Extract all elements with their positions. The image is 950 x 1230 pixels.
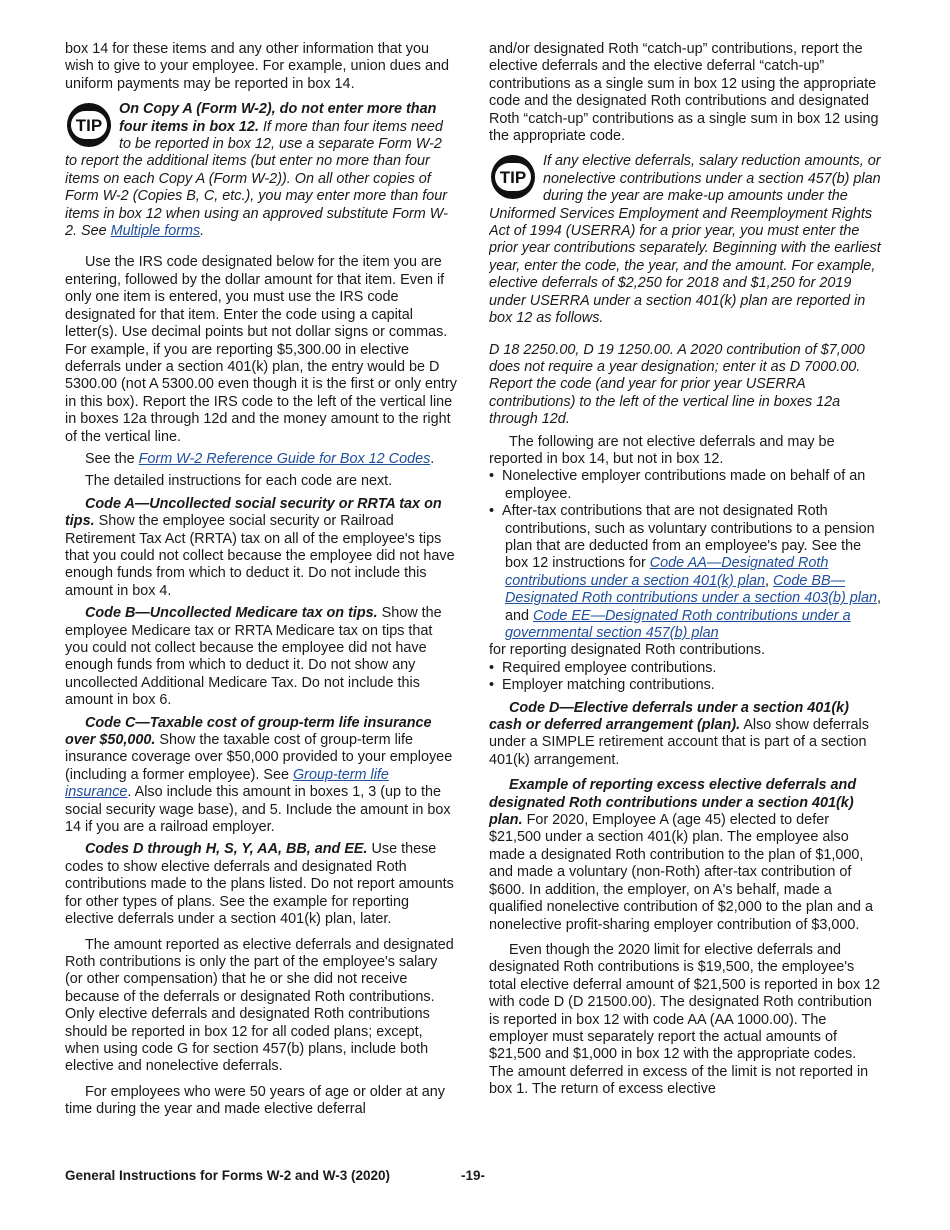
code-d-section: Codes D through H, S, Y, AA, BB, and EE. Use these codes to show elective deferrals and designated Roth contributions made to the plans listed. Do not report amounts for other types of plans. See the example for reporting elective deferrals under a section 401(k) plan, later. — [65, 841, 454, 928]
code-b-section: Code B—Uncollected Medicare tax on tips. Show the employee Medicare tax or RRTA Medicare tax on tips that you could not collect because the employee did not have enough funds from which to deduct it. Do not show any uncollected Additional Medicare Tax. Do not include this amount in box 6. — [65, 605, 442, 709]
code-a-section: Code A—Uncollected social security or RRTA tax on tips. Show the employee social security or Railroad Retirement Tax Act (RRTA) tax on all of the employee's tips that you could not collect because the employee did not have enough funds from which to deduct it. Do not include this amount in box 4. — [65, 495, 455, 599]
reference-guide-link[interactable]: Form W-2 Reference Guide for Box 12 Codes — [138, 450, 431, 467]
paragraph: The detailed instructions for each code are next. — [85, 473, 393, 490]
paragraph: For employees who were 50 years of age or older at any time during the year and made elective deferral — [65, 1083, 445, 1118]
list-item: • Employer matching contributions. — [489, 677, 715, 694]
code-c-section: Code C—Taxable cost of group-term life insurance over $50,000. Show the taxable cost of group-term life insurance coverage over $50,000 provided to your employee (including a former employee). See Group-term life insurance. Also include this amount in boxes 1, 3 (up to the social security wage base), and 5. Include the amount in box 14 if you are a railroad employer. — [65, 714, 453, 836]
tip-text: If any elective deferrals, salary reduction amounts, or nonelective contributions under a section 457(b) plan during the year are make-up amounts under the Uniformed Services Employment and Reemployment Rights Act of 1994 (USERRA) for a prior year, you must enter the prior year contributions separately. Beginning with the earliest year, enter the code, the year, and the amount. For example, elective deferrals of $2,250 for 2018 and $1,250 for 2019 under USERRA under a section 401(k) plan are reported in box 12 as follows. — [489, 153, 881, 327]
tip-text: On Copy A (Form W-2), do not enter more than four items in box 12. If more than four items need to be reported in box 12, use a separate Form W-2 to report the additional items (but enter no more than four items on each Copy A (Form W-2)). On all other copies of Form W-2 (Copies B, C, etc.), you may enter more than four items in box 12 when using an approved substitute Form W-2. See Multiple forms. — [65, 101, 448, 240]
tip-box — [489, 153, 884, 327]
list-item: • After-tax contributions that are not designated Roth contributions, such as voluntary contributions to a pension plan that are deducted from an employee's pay. See the box 12 instructions for Code AA—Designated Roth contributions under a section 401(k) plan, Code BB—Designated Roth contributions under a section 403(b) plan, and Code EE—Designated Roth contributions under a governmental section 457(b) plan — [489, 503, 881, 641]
code-d-401k-section: Code D—Elective deferrals under a section 401(k) cash or deferred arrangement (plan). Also show deferrals under a SIMPLE retirement account that is part of a section 401(k) arrangement. — [489, 699, 869, 768]
list-item-continuation: for reporting designated Roth contributions. — [489, 642, 765, 659]
example-section: Example of reporting excess elective deferrals and designated Roth contributions under a section 401(k) plan. For 2020, Employee A (age 45) elected to defer $21,500 under a section 401(k) plan. The employee also made a designated Roth contribution to the plan of $1,000, and made a voluntary (non-Roth) after-tax contribution of $600. In addition, the employer, on A's behalf, made a qualified nonelective contribution of $2,000 to the plan and a nonelective profit-sharing employer contribution of $3,000. — [489, 777, 874, 933]
page-number: -19- — [461, 1168, 486, 1183]
paragraph: The following are not elective deferrals and may be reported in box 14, but not in box 12. — [489, 433, 835, 467]
paragraph: and/or designated Roth “catch-up” contributions, report the elective deferrals and the elective deferral “catch-up” contributions as a single sum in box 12 using the appropriate code and the designated Roth contributions and designated Roth “catch-up” contributions as a single sum in box 12 using the appropriate code. — [489, 41, 879, 145]
multiple-forms-link[interactable]: Multiple forms — [110, 223, 201, 240]
footer-title: General Instructions for Forms W-2 and W-3 (2020) — [65, 1168, 391, 1183]
paragraph: See the Form W-2 Reference Guide for Box 12 Codes. — [85, 450, 435, 467]
page-footer — [65, 1168, 885, 1183]
paragraph: The amount reported as elective deferrals and designated Roth contributions is only the part of the employee's salary (or other compensation) that he or she did not receive because of the deferrals or designated Roth contributions. Only elective deferrals and designated Roth contributions should be reported in box 12 for all coded plans; except, when using code G for section 457(b) plans, include both elective and nonelective deferrals. — [65, 936, 454, 1075]
code-ee-link[interactable]: Code EE—Designated Roth contributions under a governmental section 457(b) plan — [505, 607, 851, 641]
right-column — [489, 41, 884, 1099]
code-aa-link[interactable]: Code AA—Designated Roth contributions under a section 401(k) plan — [505, 555, 829, 589]
paragraph: Use the IRS code designated below for the item you are entering, followed by the dollar amount for that item. Even if only one item is entered, you must use the IRS code designated for that item. Enter the code using a capital letter(s). Use decimal points but not dollar signs or commas. For example, if you are reporting $5,300.00 in elective deferrals under a section 401(k) plan, the entry would be D 5300.00 (not A 5300.00 even though it is the first or only entry in this box). Report the IRS code to the left of the vertical line in boxes 12a through 12d and the money amount to the right of the vertical line. — [65, 254, 458, 445]
list-item: • Nonelective employer contributions made on behalf of an employee. — [489, 468, 866, 502]
group-term-life-link[interactable]: Group-term life insurance — [65, 766, 389, 801]
tip-continuation: D 18 2250.00, D 19 1250.00. A 2020 contribution of $7,000 does not require a year designation; enter it as D 7000.00. Report the code (and year for prior year USERRA contributions) to the left of the vertical line in boxes 12a through 12d. — [489, 341, 865, 428]
paragraph: box 14 for these items and any other information that you wish to give to your employee. For example, union dues and uniform payments may be reported in box 14. — [65, 41, 449, 92]
tip-box — [65, 101, 457, 240]
tip-icon: TIP — [489, 155, 535, 201]
left-column — [65, 41, 457, 1119]
tip-icon: TIP — [65, 103, 111, 149]
paragraph: Even though the 2020 limit for elective deferrals and designated Roth contributions is $19,500, the employee's total elective deferral amount of $21,500 is reported in box 12 with code D (D 21500.00). The designated Roth contribution is reported in box 12 with code AA (AA 1000.00). The employer must separately report the actual amounts of $21,500 and $1,000 in box 12 with the appropriate codes. The amount deferred in excess of the limit is not reported in box 1. The return of excess elective — [489, 941, 881, 1098]
list-item: • Required employee contributions. — [489, 659, 717, 676]
code-bb-link[interactable]: Code BB—Designated Roth contributions under a section 403(b) plan — [505, 572, 877, 607]
